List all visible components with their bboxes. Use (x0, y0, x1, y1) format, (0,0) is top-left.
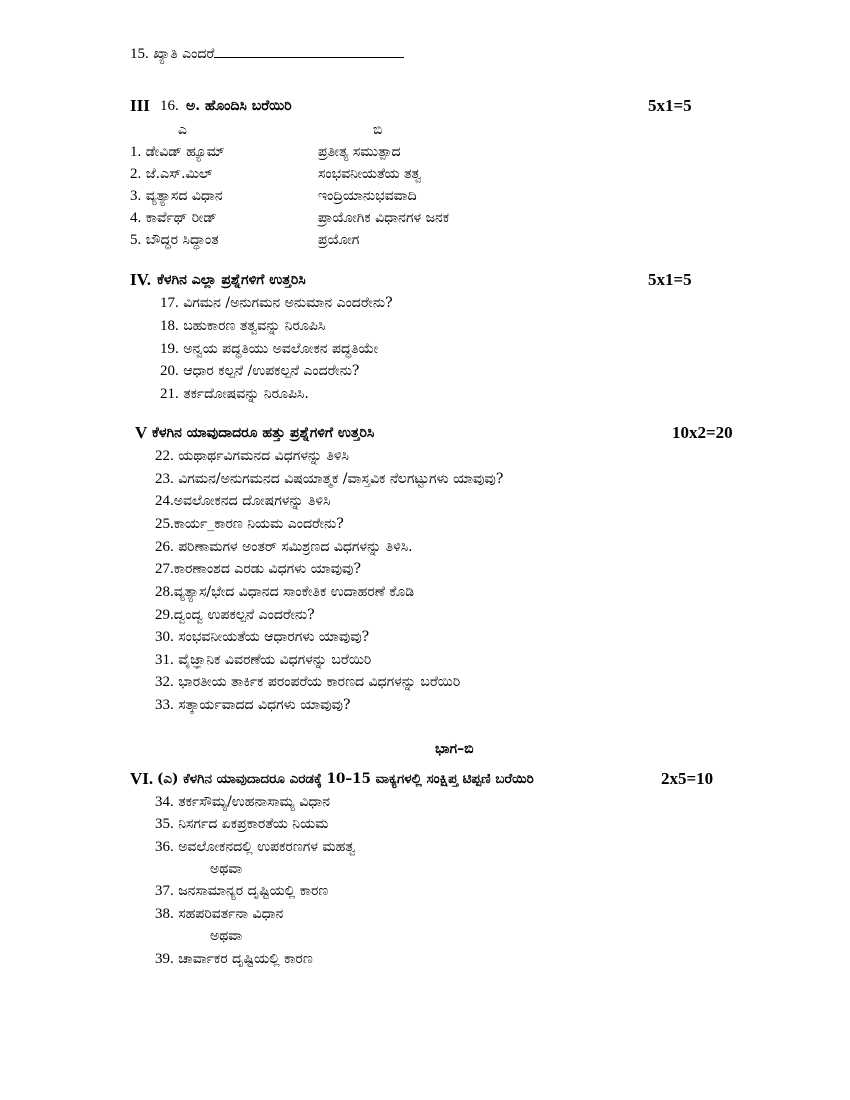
column-b-item: ಪ್ರಾಯೋಗಿಕ ವಿಧಾನಗಳ ಜನಕ (318, 210, 450, 226)
section-5-title: ಕೆಳಗಿನ ಯಾವುದಾದರೂ ಹತ್ತು ಪ್ರಶ್ನೆಗಳಿಗೆ ಉತ್ತರಿಸಿ (152, 425, 375, 441)
question-text: ಬಹುಕಾರಣ ತತ್ವವನ್ನು ನಿರೂಪಿಸಿ (183, 318, 326, 334)
question-text: ಆಧಾರ ಕಲ್ಪನೆ /ಉಪಕಲ್ಪನೆ ಎಂದರೇನು? (183, 363, 360, 379)
or-label: ಅಥವಾ (210, 861, 243, 877)
question-item (155, 905, 283, 923)
question-number: 33. (155, 697, 174, 713)
question-text: ಅವಲೋಕನದ ದೋಷಗಳನ್ನು ತಿಳಿಸಿ (173, 493, 331, 509)
column-a-item: ಡೇವಿಡ್ ಹ್ಯೂಮ್ (145, 144, 225, 160)
question-number: 37. (155, 883, 174, 899)
question-number: 21. (160, 386, 179, 402)
question-number: 20. (160, 363, 179, 379)
section-5-marks: 10x2=20 (672, 423, 733, 442)
row-number: 2. (130, 166, 142, 182)
column-a-header: ಎ (178, 122, 187, 138)
question-item (155, 606, 315, 624)
question-item (155, 628, 369, 646)
column-a-item: ಜೆ.ಎಸ್.ಮಿಲ್ (145, 166, 213, 182)
question-number: 35. (155, 816, 174, 832)
question-text: ಸತ್ಕಾರ್ಯವಾದದ ವಿಧಗಳು ಯಾವುವು? (178, 697, 351, 713)
question-text: ಪರಿಣಾಮಗಳ ಅಂತರ್ ಸಮಿಶ್ರಣದ ವಿಧಗಳನ್ನು ತಿಳಿಸಿ. (178, 539, 413, 555)
question-text: ನಿಸರ್ಗದ ಏಕಪ್ರಕಾರತೆಯ ನಿಯಮ (178, 816, 329, 832)
question-text: ಸಹಪರಿವರ್ತನಾ ವಿಧಾನ (178, 906, 284, 922)
question-text: ದ್ವಂದ್ವ ಉಪಕಲ್ಪನೆ ಎಂದರೇನು? (173, 607, 315, 623)
question-item (155, 515, 344, 533)
row-number: 5. (130, 232, 142, 248)
question-number: 15. (130, 46, 149, 62)
question-text: ಅವಲೋಕನದಲ್ಲಿ ಉಪಕರಣಗಳ ಮಹತ್ವ (178, 839, 356, 855)
section-4-title: ಕೆಳಗಿನ ಎಲ್ಲಾ ಪ್ರಶ್ನೆಗಳಿಗೆ ಉತ್ತರಿಸಿ (157, 272, 306, 288)
question-text: ಭಾರತೀಯ ತಾರ್ಕಿಕ ಪರಂಪರೆಯ ಕಾರಣದ ವಿಧಗಳನ್ನು ಬರೆಯಿರಿ (178, 674, 461, 690)
row-number: 4. (130, 210, 142, 226)
question-text: ಸಂಭವನೀಯತೆಯ ಆಧಾರಗಳು ಯಾವುವು? (178, 629, 370, 645)
question-text: ಕಾರ್ಯ_ಕಾರಣ ನಿಯಮ ಎಂದರೇನು? (173, 516, 344, 532)
question-text: ವೈಜ್ಞಾನಿಕ ವಿವರಣೆಯ ವಿಧಗಳನ್ನು ಬರೆಯಿರಿ (178, 652, 372, 668)
section-6-title: (ಎ) ಕೆಳಗಿನ ಯಾವುದಾದರೂ ಎರಡಕ್ಕೆ 10–15 ವಾಕ್ಯಗಳಲ್ಲಿ ಸಂಕ್ಷಿಪ್ತ ಟಿಪ್ಪಣಿ ಬರೆಯಿರಿ (157, 771, 534, 787)
question-text: ಅನ್ವಯ ಪದ್ಧತಿಯು ಅವಲೋಕನ ಪದ್ಧತಿಯೇ (183, 341, 379, 357)
question-number: 34. (155, 794, 174, 810)
question-item (155, 492, 330, 510)
column-b-item: ಸಂಭವನೀಯತೆಯ ತತ್ವ (318, 166, 422, 182)
question-text: ಜನಸಾಮಾನ್ಯರ ದೃಷ್ಟಿಯಲ್ಲಿ ಕಾರಣ (178, 883, 329, 899)
question-number: 18. (160, 318, 179, 334)
section-3-title: ಅ. ಹೊಂದಿಸಿ ಬರೆಯಿರಿ (186, 98, 292, 114)
section-4-marks: 5x1=5 (648, 270, 692, 289)
question-number: 26. (155, 539, 174, 555)
question-item (160, 362, 359, 380)
question-item (155, 470, 503, 488)
column-b-header: ಬಿ (373, 122, 383, 138)
question-item (155, 583, 414, 601)
question-text: ಯಥಾರ್ಥವಿಗಮನದ ವಿಧಗಳನ್ನು ತಿಳಿಸಿ (178, 448, 349, 464)
question-text: ಚಾರ್ವಾಕರ ದೃಷ್ಟಿಯಲ್ಲಿ ಕಾರಣ (178, 951, 313, 967)
question-item (155, 560, 361, 578)
question-number: 30. (155, 629, 174, 645)
match-row (130, 209, 217, 227)
column-b-item: ಇಂದ್ರಿಯಾನುಭವವಾದಿ (318, 188, 417, 204)
question-text: ಖ್ಯಾತಿ ಎಂದರೆ (153, 46, 215, 62)
question-item (160, 317, 325, 335)
question-number: 39. (155, 951, 174, 967)
answer-blank (214, 45, 404, 58)
question-item (155, 950, 313, 968)
question-number: 23. (155, 471, 174, 487)
question-item (155, 815, 328, 833)
row-number: 1. (130, 144, 142, 160)
match-row (130, 231, 219, 249)
question-text: ತರ್ಕದೋಷವನ್ನು ನಿರೂಪಿಸಿ. (183, 386, 309, 402)
question-number: 38. (155, 906, 174, 922)
question-text: ಕಾರಣಾಂಶದ ಎರಡು ವಿಧಗಳು ಯಾವುವು? (173, 561, 361, 577)
question-item (155, 673, 460, 691)
question-number: 28. (155, 584, 174, 600)
question-number: 36. (155, 839, 174, 855)
section-3-number: III (130, 96, 150, 115)
column-a-item: ಬೌದ್ಧರ ಸಿದ್ಧಾಂತ (145, 232, 219, 248)
question-15 (130, 45, 404, 63)
question-item (155, 793, 330, 811)
match-row (130, 143, 225, 161)
question-item (160, 294, 393, 312)
section-6-marks: 2x5=10 (661, 769, 714, 788)
section-5-number: V (135, 423, 148, 442)
question-number: 19. (160, 341, 179, 357)
section-4-number: IV. (130, 270, 151, 289)
question-number: 22. (155, 448, 174, 464)
question-number: 24. (155, 493, 174, 509)
question-number: 17. (160, 295, 179, 311)
question-number: 29. (155, 607, 174, 623)
question-item (155, 882, 328, 900)
column-a-item: ವ್ಯತ್ಯಾಸದ ವಿಧಾನ (145, 188, 223, 204)
match-row (130, 165, 213, 183)
question-text: ತರ್ಕಸೌಮ್ಯ/ಉಹನಾಸಾಮ್ಯ ವಿಧಾನ (178, 794, 331, 810)
column-b-item: ಪ್ರತೀತ್ಯ ಸಮುತ್ಪಾದ (318, 144, 401, 160)
question-item (160, 340, 378, 358)
or-label: ಅಥವಾ (210, 928, 243, 944)
section-6-number: VI. (130, 769, 154, 788)
question-item (160, 385, 309, 403)
question-item (155, 538, 413, 556)
question-text: ವಿಗಮನ /ಅನುಗಮನ ಅನುಮಾನ ಎಂದರೇನು? (183, 295, 393, 311)
question-text: ವ್ಯತ್ಯಾಸ/ಭೇದ ವಿಧಾನದ ಸಾಂಕೇತಿಕ ಉದಾಹರಣೆ ಕೊಡಿ (173, 584, 415, 600)
part-b-heading: ಭಾಗ–ಬಿ (435, 741, 474, 757)
match-row (130, 187, 223, 205)
question-text: ವಿಗಮನ/ಅನುಗಮನದ ವಿಷಯಾತ್ಮಕ /ವಾಸ್ತವಿಕ ನೆಲಗಟ್ಟುಗಳು ಯಾವುವು? (178, 471, 504, 487)
section-3-marks: 5x1=5 (648, 96, 692, 115)
question-number: 31. (155, 652, 174, 668)
question-item (155, 696, 350, 714)
question-item (155, 838, 355, 856)
question-item (155, 447, 349, 465)
column-a-item: ಕಾರ್ವೆಥ್ ರೀಡ್ (145, 210, 217, 226)
column-b-item: ಪ್ರಯೋಗ (318, 232, 360, 248)
question-number: 27. (155, 561, 174, 577)
question-number: 25. (155, 516, 174, 532)
question-16-number: 16. (160, 98, 179, 114)
question-number: 32. (155, 674, 174, 690)
row-number: 3. (130, 188, 142, 204)
question-item (155, 651, 371, 669)
